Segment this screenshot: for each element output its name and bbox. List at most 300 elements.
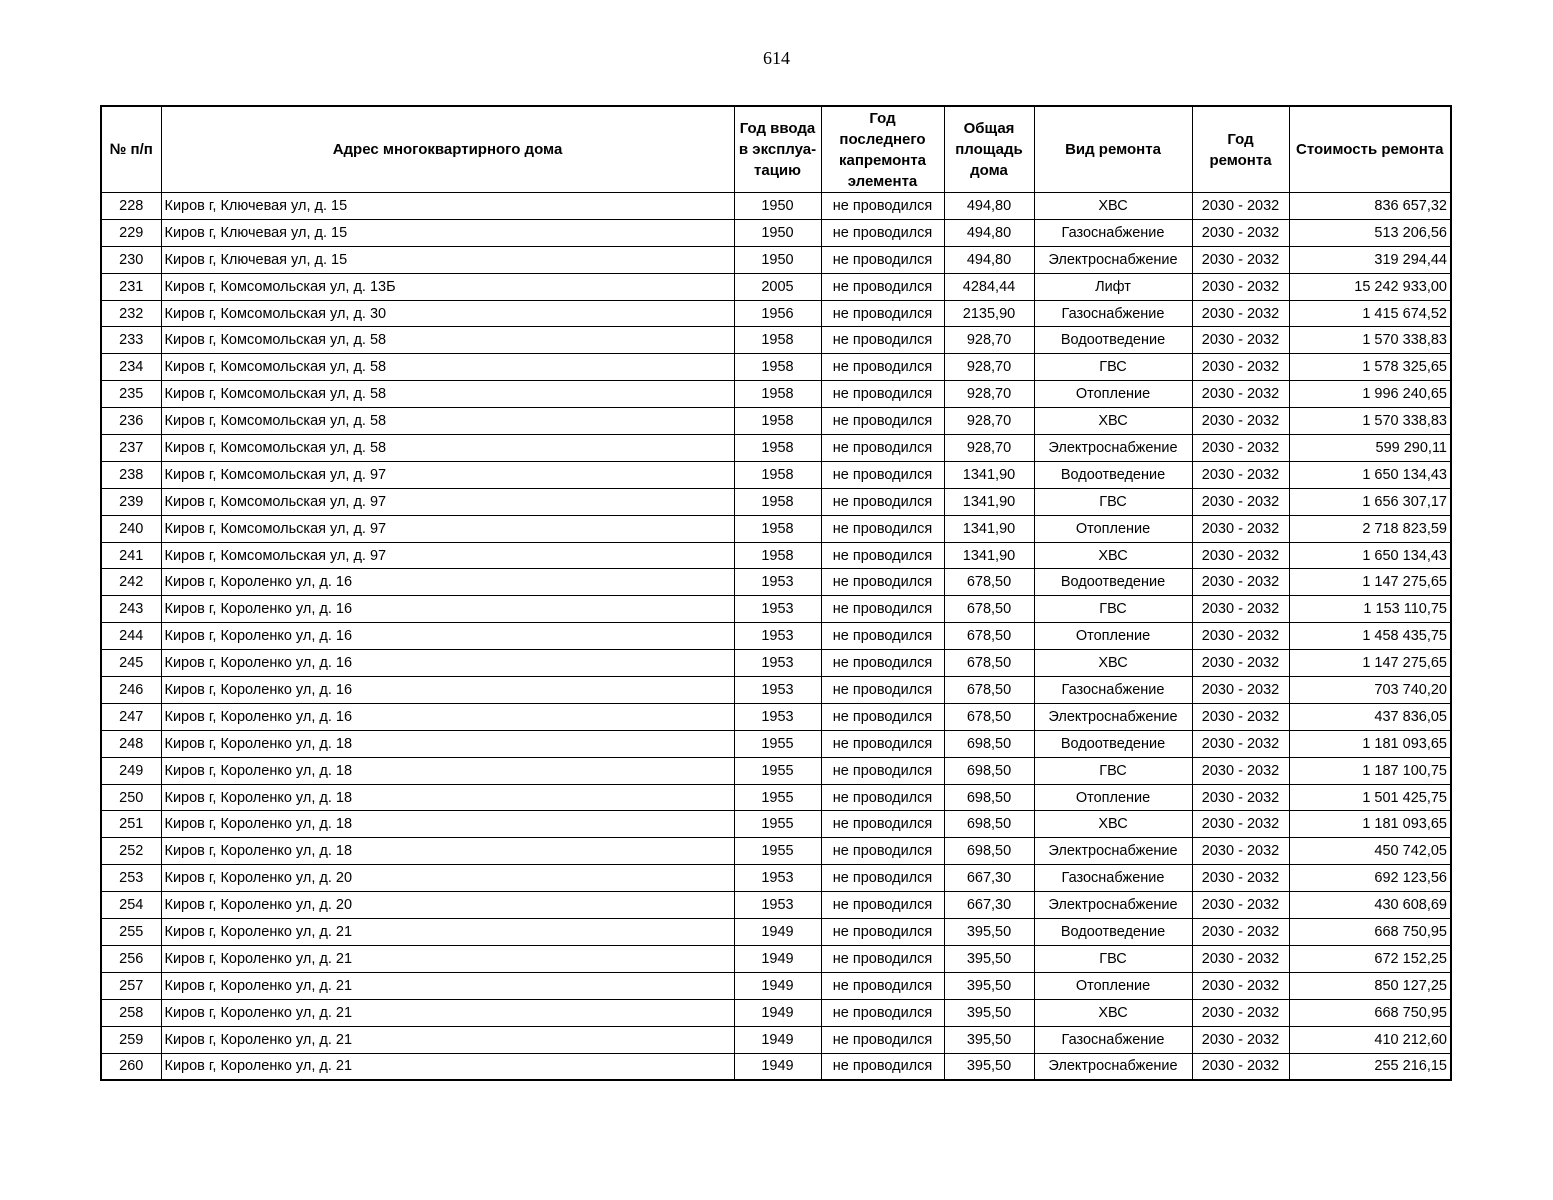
- cell-repair-cost: 672 152,25: [1289, 945, 1451, 972]
- cell-repair-type: Водоотведение: [1034, 919, 1192, 946]
- table-row: [101, 999, 1451, 1026]
- cell-row-number: 241: [101, 542, 161, 569]
- cell-commission-year: 1950: [734, 219, 821, 246]
- cell-address: Киров г, Комсомольская ул, д. 58: [161, 435, 734, 462]
- cell-repair-type: Газоснабжение: [1034, 677, 1192, 704]
- cell-repair-type: Электроснабжение: [1034, 838, 1192, 865]
- cell-last-repair-year: не проводился: [821, 677, 944, 704]
- header-last-repair-year: Год последнего капремонта элемента: [821, 106, 944, 193]
- table-row: [101, 408, 1451, 435]
- cell-row-number: 231: [101, 273, 161, 300]
- cell-last-repair-year: не проводился: [821, 838, 944, 865]
- cell-row-number: 233: [101, 327, 161, 354]
- cell-last-repair-year: не проводился: [821, 703, 944, 730]
- table-row: [101, 273, 1451, 300]
- cell-row-number: 239: [101, 488, 161, 515]
- cell-row-number: 253: [101, 865, 161, 892]
- table-row: [101, 193, 1451, 220]
- cell-repair-type: Газоснабжение: [1034, 300, 1192, 327]
- cell-row-number: 242: [101, 569, 161, 596]
- cell-total-area: 395,50: [944, 945, 1034, 972]
- cell-repair-period: 2030 - 2032: [1192, 757, 1289, 784]
- cell-repair-cost: 1 147 275,65: [1289, 650, 1451, 677]
- cell-repair-cost: 1 650 134,43: [1289, 542, 1451, 569]
- cell-last-repair-year: не проводился: [821, 488, 944, 515]
- cell-row-number: 257: [101, 972, 161, 999]
- cell-repair-period: 2030 - 2032: [1192, 435, 1289, 462]
- cell-address: Киров г, Комсомольская ул, д. 97: [161, 488, 734, 515]
- cell-repair-period: 2030 - 2032: [1192, 892, 1289, 919]
- cell-last-repair-year: не проводился: [821, 757, 944, 784]
- cell-commission-year: 1953: [734, 623, 821, 650]
- cell-last-repair-year: не проводился: [821, 811, 944, 838]
- cell-repair-type: Отопление: [1034, 784, 1192, 811]
- cell-repair-period: 2030 - 2032: [1192, 811, 1289, 838]
- cell-last-repair-year: не проводился: [821, 327, 944, 354]
- table-row: [101, 919, 1451, 946]
- table-row: [101, 435, 1451, 462]
- cell-repair-cost: 513 206,56: [1289, 219, 1451, 246]
- cell-repair-period: 2030 - 2032: [1192, 354, 1289, 381]
- cell-row-number: 254: [101, 892, 161, 919]
- table-row: [101, 623, 1451, 650]
- cell-repair-period: 2030 - 2032: [1192, 945, 1289, 972]
- cell-row-number: 251: [101, 811, 161, 838]
- cell-repair-period: 2030 - 2032: [1192, 1053, 1289, 1080]
- cell-repair-cost: 450 742,05: [1289, 838, 1451, 865]
- cell-repair-cost: 2 718 823,59: [1289, 515, 1451, 542]
- table-row: [101, 542, 1451, 569]
- cell-repair-cost: 1 650 134,43: [1289, 461, 1451, 488]
- table-row: [101, 972, 1451, 999]
- cell-row-number: 255: [101, 919, 161, 946]
- cell-repair-period: 2030 - 2032: [1192, 596, 1289, 623]
- cell-repair-type: ХВС: [1034, 193, 1192, 220]
- cell-repair-period: 2030 - 2032: [1192, 246, 1289, 273]
- cell-repair-type: Электроснабжение: [1034, 1053, 1192, 1080]
- table-row: [101, 892, 1451, 919]
- cell-commission-year: 1958: [734, 435, 821, 462]
- cell-last-repair-year: не проводился: [821, 892, 944, 919]
- table-row: [101, 703, 1451, 730]
- cell-repair-cost: 599 290,11: [1289, 435, 1451, 462]
- table-row: [101, 488, 1451, 515]
- cell-repair-cost: 1 570 338,83: [1289, 408, 1451, 435]
- cell-row-number: 246: [101, 677, 161, 704]
- cell-last-repair-year: не проводился: [821, 246, 944, 273]
- cell-repair-period: 2030 - 2032: [1192, 300, 1289, 327]
- cell-total-area: 1341,90: [944, 461, 1034, 488]
- cell-repair-cost: 15 242 933,00: [1289, 273, 1451, 300]
- cell-address: Киров г, Короленко ул, д. 21: [161, 1026, 734, 1053]
- cell-repair-type: ХВС: [1034, 811, 1192, 838]
- cell-total-area: 667,30: [944, 865, 1034, 892]
- cell-last-repair-year: не проводился: [821, 354, 944, 381]
- table-row: [101, 246, 1451, 273]
- cell-address: Киров г, Короленко ул, д. 16: [161, 677, 734, 704]
- table-row: [101, 650, 1451, 677]
- cell-total-area: 494,80: [944, 219, 1034, 246]
- cell-repair-type: Электроснабжение: [1034, 703, 1192, 730]
- cell-last-repair-year: не проводился: [821, 515, 944, 542]
- cell-repair-type: Газоснабжение: [1034, 1026, 1192, 1053]
- header-commission-year: Год ввода в эксплуа-тацию: [734, 106, 821, 193]
- cell-row-number: 229: [101, 219, 161, 246]
- cell-repair-period: 2030 - 2032: [1192, 784, 1289, 811]
- cell-total-area: 395,50: [944, 919, 1034, 946]
- table-row: [101, 838, 1451, 865]
- cell-address: Киров г, Короленко ул, д. 16: [161, 596, 734, 623]
- cell-commission-year: 1955: [734, 811, 821, 838]
- cell-address: Киров г, Короленко ул, д. 16: [161, 703, 734, 730]
- cell-repair-type: Отопление: [1034, 623, 1192, 650]
- cell-address: Киров г, Короленко ул, д. 18: [161, 784, 734, 811]
- cell-row-number: 243: [101, 596, 161, 623]
- cell-total-area: 678,50: [944, 650, 1034, 677]
- cell-repair-cost: 850 127,25: [1289, 972, 1451, 999]
- cell-total-area: 928,70: [944, 408, 1034, 435]
- cell-address: Киров г, Комсомольская ул, д. 13Б: [161, 273, 734, 300]
- cell-repair-type: Водоотведение: [1034, 730, 1192, 757]
- cell-address: Киров г, Комсомольская ул, д. 58: [161, 381, 734, 408]
- cell-row-number: 234: [101, 354, 161, 381]
- cell-repair-cost: 1 153 110,75: [1289, 596, 1451, 623]
- cell-repair-cost: 668 750,95: [1289, 999, 1451, 1026]
- cell-last-repair-year: не проводился: [821, 569, 944, 596]
- cell-repair-type: ГВС: [1034, 596, 1192, 623]
- cell-row-number: 236: [101, 408, 161, 435]
- cell-repair-type: ГВС: [1034, 488, 1192, 515]
- table-row: [101, 730, 1451, 757]
- table-row: [101, 784, 1451, 811]
- cell-address: Киров г, Комсомольская ул, д. 97: [161, 515, 734, 542]
- cell-repair-type: Водоотведение: [1034, 569, 1192, 596]
- table-row: [101, 865, 1451, 892]
- table-row: [101, 596, 1451, 623]
- cell-last-repair-year: не проводился: [821, 865, 944, 892]
- cell-total-area: 395,50: [944, 1053, 1034, 1080]
- cell-address: Киров г, Короленко ул, д. 21: [161, 945, 734, 972]
- cell-last-repair-year: не проводился: [821, 999, 944, 1026]
- cell-repair-type: Отопление: [1034, 972, 1192, 999]
- cell-row-number: 256: [101, 945, 161, 972]
- cell-total-area: 698,50: [944, 757, 1034, 784]
- cell-repair-type: ГВС: [1034, 945, 1192, 972]
- cell-commission-year: 1953: [734, 569, 821, 596]
- header-row-number: № п/п: [101, 106, 161, 193]
- cell-address: Киров г, Короленко ул, д. 18: [161, 730, 734, 757]
- cell-commission-year: 1958: [734, 488, 821, 515]
- cell-commission-year: 1958: [734, 461, 821, 488]
- cell-commission-year: 1953: [734, 865, 821, 892]
- cell-repair-cost: 1 578 325,65: [1289, 354, 1451, 381]
- cell-repair-period: 2030 - 2032: [1192, 408, 1289, 435]
- cell-address: Киров г, Короленко ул, д. 20: [161, 865, 734, 892]
- cell-repair-period: 2030 - 2032: [1192, 273, 1289, 300]
- cell-repair-period: 2030 - 2032: [1192, 703, 1289, 730]
- cell-commission-year: 1958: [734, 408, 821, 435]
- cell-total-area: 678,50: [944, 623, 1034, 650]
- cell-last-repair-year: не проводился: [821, 784, 944, 811]
- header-repair-type: Вид ремонта: [1034, 106, 1192, 193]
- cell-total-area: 4284,44: [944, 273, 1034, 300]
- cell-repair-cost: 1 501 425,75: [1289, 784, 1451, 811]
- cell-repair-type: Электроснабжение: [1034, 246, 1192, 273]
- cell-address: Киров г, Короленко ул, д. 16: [161, 569, 734, 596]
- cell-address: Киров г, Комсомольская ул, д. 97: [161, 542, 734, 569]
- cell-commission-year: 2005: [734, 273, 821, 300]
- cell-address: Киров г, Короленко ул, д. 21: [161, 972, 734, 999]
- cell-total-area: 395,50: [944, 972, 1034, 999]
- cell-repair-type: Отопление: [1034, 381, 1192, 408]
- cell-total-area: 494,80: [944, 193, 1034, 220]
- cell-row-number: 235: [101, 381, 161, 408]
- cell-commission-year: 1950: [734, 246, 821, 273]
- cell-row-number: 249: [101, 757, 161, 784]
- cell-last-repair-year: не проводился: [821, 1026, 944, 1053]
- cell-commission-year: 1955: [734, 757, 821, 784]
- cell-last-repair-year: не проводился: [821, 623, 944, 650]
- table-row: [101, 677, 1451, 704]
- cell-total-area: 667,30: [944, 892, 1034, 919]
- cell-repair-period: 2030 - 2032: [1192, 838, 1289, 865]
- cell-commission-year: 1958: [734, 381, 821, 408]
- cell-total-area: 928,70: [944, 327, 1034, 354]
- cell-repair-cost: 1 181 093,65: [1289, 730, 1451, 757]
- cell-repair-cost: 430 608,69: [1289, 892, 1451, 919]
- cell-repair-cost: 1 181 093,65: [1289, 811, 1451, 838]
- cell-row-number: 228: [101, 193, 161, 220]
- cell-last-repair-year: не проводился: [821, 461, 944, 488]
- cell-commission-year: 1953: [734, 892, 821, 919]
- cell-total-area: 2135,90: [944, 300, 1034, 327]
- cell-repair-type: Газоснабжение: [1034, 219, 1192, 246]
- cell-last-repair-year: не проводился: [821, 219, 944, 246]
- cell-last-repair-year: не проводился: [821, 650, 944, 677]
- cell-last-repair-year: не проводился: [821, 193, 944, 220]
- cell-repair-cost: 668 750,95: [1289, 919, 1451, 946]
- cell-repair-cost: 1 147 275,65: [1289, 569, 1451, 596]
- cell-address: Киров г, Комсомольская ул, д. 97: [161, 461, 734, 488]
- cell-commission-year: 1949: [734, 1026, 821, 1053]
- cell-last-repair-year: не проводился: [821, 596, 944, 623]
- cell-repair-type: Водоотведение: [1034, 327, 1192, 354]
- cell-repair-period: 2030 - 2032: [1192, 193, 1289, 220]
- cell-total-area: 698,50: [944, 838, 1034, 865]
- cell-address: Киров г, Короленко ул, д. 18: [161, 811, 734, 838]
- table-body: [101, 193, 1451, 1081]
- header-row: [101, 106, 1451, 193]
- cell-total-area: 678,50: [944, 703, 1034, 730]
- cell-repair-type: ХВС: [1034, 542, 1192, 569]
- cell-address: Киров г, Комсомольская ул, д. 58: [161, 327, 734, 354]
- cell-repair-cost: 692 123,56: [1289, 865, 1451, 892]
- cell-last-repair-year: не проводился: [821, 408, 944, 435]
- cell-address: Киров г, Короленко ул, д. 18: [161, 838, 734, 865]
- cell-address: Киров г, Короленко ул, д. 16: [161, 623, 734, 650]
- cell-address: Киров г, Короленко ул, д. 21: [161, 919, 734, 946]
- cell-row-number: 230: [101, 246, 161, 273]
- cell-repair-period: 2030 - 2032: [1192, 1026, 1289, 1053]
- cell-commission-year: 1949: [734, 919, 821, 946]
- cell-total-area: 928,70: [944, 435, 1034, 462]
- cell-last-repair-year: не проводился: [821, 381, 944, 408]
- header-repair-cost: Стоимость ремонта: [1289, 106, 1451, 193]
- table-row: [101, 757, 1451, 784]
- cell-repair-type: Лифт: [1034, 273, 1192, 300]
- cell-repair-period: 2030 - 2032: [1192, 999, 1289, 1026]
- cell-total-area: 678,50: [944, 596, 1034, 623]
- page-number: 614: [763, 48, 790, 68]
- cell-repair-type: Водоотведение: [1034, 461, 1192, 488]
- cell-repair-type: ХВС: [1034, 650, 1192, 677]
- cell-last-repair-year: не проводился: [821, 300, 944, 327]
- cell-repair-cost: 1 458 435,75: [1289, 623, 1451, 650]
- cell-row-number: 237: [101, 435, 161, 462]
- cell-commission-year: 1950: [734, 193, 821, 220]
- cell-total-area: 395,50: [944, 1026, 1034, 1053]
- cell-address: Киров г, Комсомольская ул, д. 58: [161, 408, 734, 435]
- cell-repair-cost: 1 570 338,83: [1289, 327, 1451, 354]
- cell-row-number: 248: [101, 730, 161, 757]
- cell-row-number: 260: [101, 1053, 161, 1080]
- cell-total-area: 678,50: [944, 677, 1034, 704]
- cell-last-repair-year: не проводился: [821, 919, 944, 946]
- cell-total-area: 698,50: [944, 784, 1034, 811]
- cell-last-repair-year: не проводился: [821, 945, 944, 972]
- cell-row-number: 247: [101, 703, 161, 730]
- cell-commission-year: 1958: [734, 515, 821, 542]
- cell-repair-cost: 836 657,32: [1289, 193, 1451, 220]
- cell-repair-period: 2030 - 2032: [1192, 730, 1289, 757]
- cell-commission-year: 1958: [734, 327, 821, 354]
- table-row: [101, 945, 1451, 972]
- header-repair-period: Год ремонта: [1192, 106, 1289, 193]
- cell-commission-year: 1953: [734, 677, 821, 704]
- cell-commission-year: 1953: [734, 596, 821, 623]
- cell-commission-year: 1949: [734, 945, 821, 972]
- table-row: [101, 219, 1451, 246]
- cell-total-area: 678,50: [944, 569, 1034, 596]
- cell-commission-year: 1956: [734, 300, 821, 327]
- cell-commission-year: 1949: [734, 972, 821, 999]
- cell-address: Киров г, Короленко ул, д. 18: [161, 757, 734, 784]
- cell-total-area: 1341,90: [944, 515, 1034, 542]
- cell-address: Киров г, Ключевая ул, д. 15: [161, 219, 734, 246]
- table-row: [101, 461, 1451, 488]
- cell-repair-cost: 1 187 100,75: [1289, 757, 1451, 784]
- cell-repair-period: 2030 - 2032: [1192, 542, 1289, 569]
- cell-repair-period: 2030 - 2032: [1192, 972, 1289, 999]
- cell-commission-year: 1958: [734, 542, 821, 569]
- cell-repair-period: 2030 - 2032: [1192, 865, 1289, 892]
- cell-repair-type: Отопление: [1034, 515, 1192, 542]
- cell-repair-period: 2030 - 2032: [1192, 677, 1289, 704]
- cell-repair-type: Электроснабжение: [1034, 435, 1192, 462]
- cell-last-repair-year: не проводился: [821, 730, 944, 757]
- cell-repair-period: 2030 - 2032: [1192, 650, 1289, 677]
- cell-repair-period: 2030 - 2032: [1192, 569, 1289, 596]
- cell-repair-period: 2030 - 2032: [1192, 381, 1289, 408]
- cell-repair-type: ГВС: [1034, 757, 1192, 784]
- cell-repair-cost: 410 212,60: [1289, 1026, 1451, 1053]
- cell-commission-year: 1958: [734, 354, 821, 381]
- cell-repair-cost: 1 415 674,52: [1289, 300, 1451, 327]
- cell-repair-period: 2030 - 2032: [1192, 515, 1289, 542]
- table-row: [101, 811, 1451, 838]
- cell-total-area: 1341,90: [944, 488, 1034, 515]
- cell-total-area: 395,50: [944, 999, 1034, 1026]
- cell-repair-period: 2030 - 2032: [1192, 327, 1289, 354]
- cell-total-area: 698,50: [944, 811, 1034, 838]
- cell-repair-cost: 1 996 240,65: [1289, 381, 1451, 408]
- table-row: [101, 569, 1451, 596]
- cell-row-number: 238: [101, 461, 161, 488]
- cell-address: Киров г, Короленко ул, д. 21: [161, 999, 734, 1026]
- cell-row-number: 232: [101, 300, 161, 327]
- cell-repair-type: ГВС: [1034, 354, 1192, 381]
- cell-repair-period: 2030 - 2032: [1192, 488, 1289, 515]
- cell-row-number: 250: [101, 784, 161, 811]
- cell-repair-period: 2030 - 2032: [1192, 623, 1289, 650]
- cell-repair-cost: 319 294,44: [1289, 246, 1451, 273]
- cell-last-repair-year: не проводился: [821, 1053, 944, 1080]
- cell-commission-year: 1953: [734, 703, 821, 730]
- cell-total-area: 1341,90: [944, 542, 1034, 569]
- table-row: [101, 381, 1451, 408]
- cell-commission-year: 1955: [734, 838, 821, 865]
- cell-address: Киров г, Короленко ул, д. 21: [161, 1053, 734, 1080]
- cell-repair-cost: 437 836,05: [1289, 703, 1451, 730]
- cell-repair-period: 2030 - 2032: [1192, 461, 1289, 488]
- header-total-area: Общая площадь дома: [944, 106, 1034, 193]
- cell-commission-year: 1955: [734, 784, 821, 811]
- cell-commission-year: 1949: [734, 999, 821, 1026]
- table-row: [101, 515, 1451, 542]
- cell-address: Киров г, Короленко ул, д. 20: [161, 892, 734, 919]
- cell-total-area: 698,50: [944, 730, 1034, 757]
- cell-commission-year: 1955: [734, 730, 821, 757]
- table-header: [101, 106, 1451, 193]
- cell-last-repair-year: не проводился: [821, 273, 944, 300]
- table-row: [101, 1053, 1451, 1080]
- table-row: [101, 354, 1451, 381]
- cell-row-number: 258: [101, 999, 161, 1026]
- cell-address: Киров г, Ключевая ул, д. 15: [161, 193, 734, 220]
- cell-total-area: 928,70: [944, 381, 1034, 408]
- cell-commission-year: 1953: [734, 650, 821, 677]
- cell-last-repair-year: не проводился: [821, 542, 944, 569]
- cell-repair-type: ХВС: [1034, 408, 1192, 435]
- table-row: [101, 1026, 1451, 1053]
- header-address: Адрес многоквартирного дома: [161, 106, 734, 193]
- cell-last-repair-year: не проводился: [821, 435, 944, 462]
- cell-repair-type: Газоснабжение: [1034, 865, 1192, 892]
- table-row: [101, 300, 1451, 327]
- cell-address: Киров г, Комсомольская ул, д. 58: [161, 354, 734, 381]
- cell-repair-type: ХВС: [1034, 999, 1192, 1026]
- cell-commission-year: 1949: [734, 1053, 821, 1080]
- cell-row-number: 240: [101, 515, 161, 542]
- repair-schedule-table: [100, 105, 1452, 1081]
- cell-address: Киров г, Ключевая ул, д. 15: [161, 246, 734, 273]
- cell-row-number: 259: [101, 1026, 161, 1053]
- cell-address: Киров г, Комсомольская ул, д. 30: [161, 300, 734, 327]
- cell-total-area: 494,80: [944, 246, 1034, 273]
- cell-repair-cost: 703 740,20: [1289, 677, 1451, 704]
- cell-row-number: 244: [101, 623, 161, 650]
- cell-row-number: 252: [101, 838, 161, 865]
